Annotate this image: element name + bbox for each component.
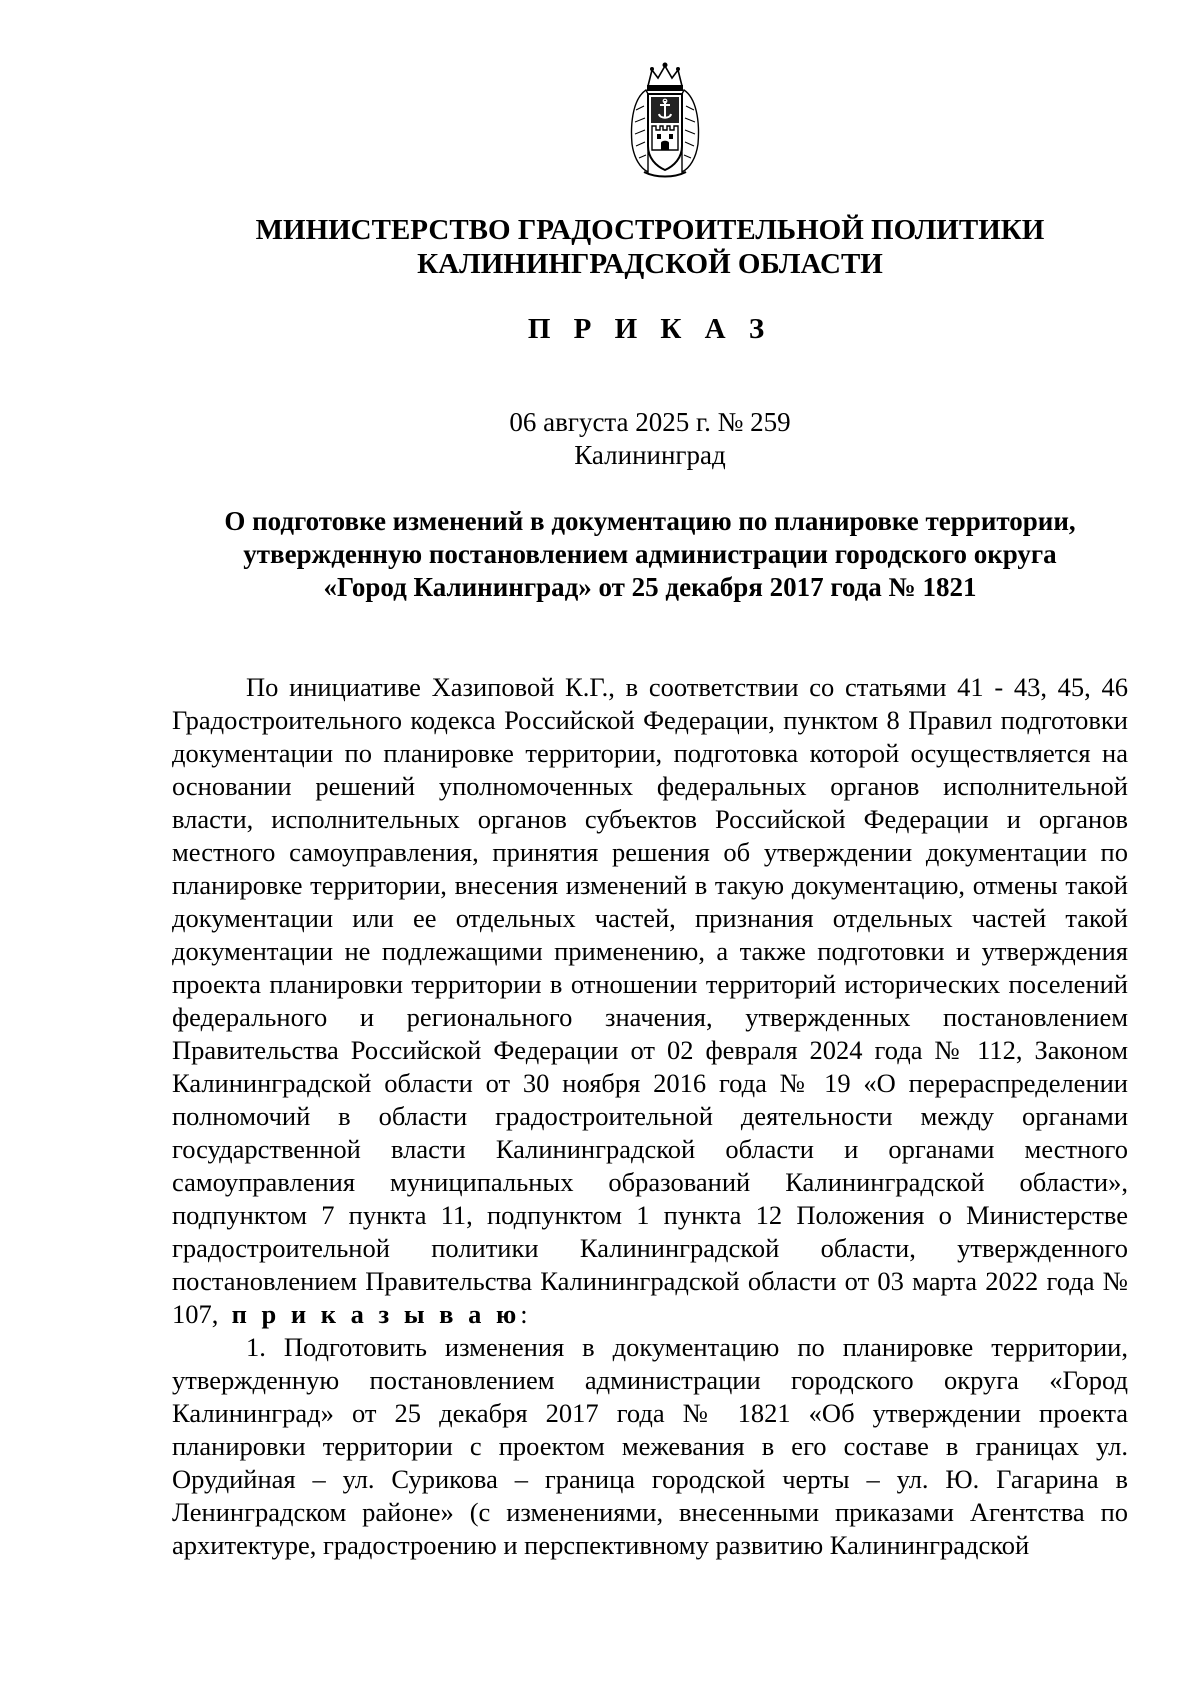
order-subject (172, 505, 1128, 604)
preamble-paragraph (172, 671, 1128, 1331)
order-subject-line2: утвержденную постановлением администрации городского округа (243, 539, 1057, 569)
order-city: Калининград (574, 440, 726, 470)
ministry-name (170, 213, 1130, 281)
ministry-name-line1: МИНИСТЕРСТВО ГРАДОСТРОИТЕЛЬНОЙ ПОЛИТИКИ (255, 214, 1045, 246)
item-1-paragraph: 1. Подготовить изменения в документацию по планировке территории, утвержденную постановлением администрации городского округа «Город Калининград» от 25 декабря 2017 года № 1821 «Об утверждении проекта планировки территории с проектом межевания в его составе в границах ул. Орудийная – ул. Сурикова – граница городской черты – ул. Ю. Гагарина в Ленинградском районе» (с изменениями, внесенными приказами Агентства по архитектуре, градостроению и перспективному развитию Калининградской (172, 1332, 1128, 1560)
document-type-title: П Р И К А З (527, 313, 773, 345)
order-subject-line3: «Город Калининград» от 25 декабря 2017 года № 1821 (323, 572, 977, 602)
order-subject-line1: О подготовке изменений в документацию по планировке территории, (224, 506, 1076, 536)
date-and-place (170, 406, 1130, 472)
ministry-name-line2: КАЛИНИНГРАДСКОЙ ОБЛАСТИ (417, 248, 883, 280)
coat-of-arms-emblem (626, 60, 704, 180)
order-date-number: 06 августа 2025 г. № 259 (509, 407, 791, 437)
preamble-text: По инициативе Хазиповой К.Г., в соответствии со статьями 41 - 43, 45, 46 Градостроительного кодекса Российской Федерации, пунктом 8 Правил подготовки документации по планировке территории, подготовка которой осуществляется на основании решений уполномоченных федеральных органов исполнительной власти, исполнительных органов субъектов Российской Федерации и органов местного самоуправления, принятия решения об утверждении документации по планировке территории, внесения изменений в такую документацию, отмены такой документации или ее отдельных частей, признания отдельных частей такой документации не подлежащими применению, а также подготовки и утверждения проекта планировки территории в отношении территорий исторических поселений федерального и регионального значения, утвержденных постановлением Правительства Российской Федерации от 02 февраля 2024 года № 112, Законом Калининградской области от 30 ноября 2016 года № 19 «О перераспределении полномочий в области градостроительной деятельности между органами государственной власти Калининградской области и органами местного самоуправления муниципальных образований Калининградской области», подпунктом 7 пункта 11, подпунктом 1 пункта 12 Положения о Министерстве градостроительной политики Калининградской области, утвержденного постановлением Правительства Калининградской области от 03 марта 2022 года № 107, (172, 672, 1128, 1329)
order-body (172, 671, 1128, 1562)
order-directive-word: п р и к а з ы в а ю (231, 1299, 521, 1329)
order-directive-colon: : (520, 1299, 528, 1329)
